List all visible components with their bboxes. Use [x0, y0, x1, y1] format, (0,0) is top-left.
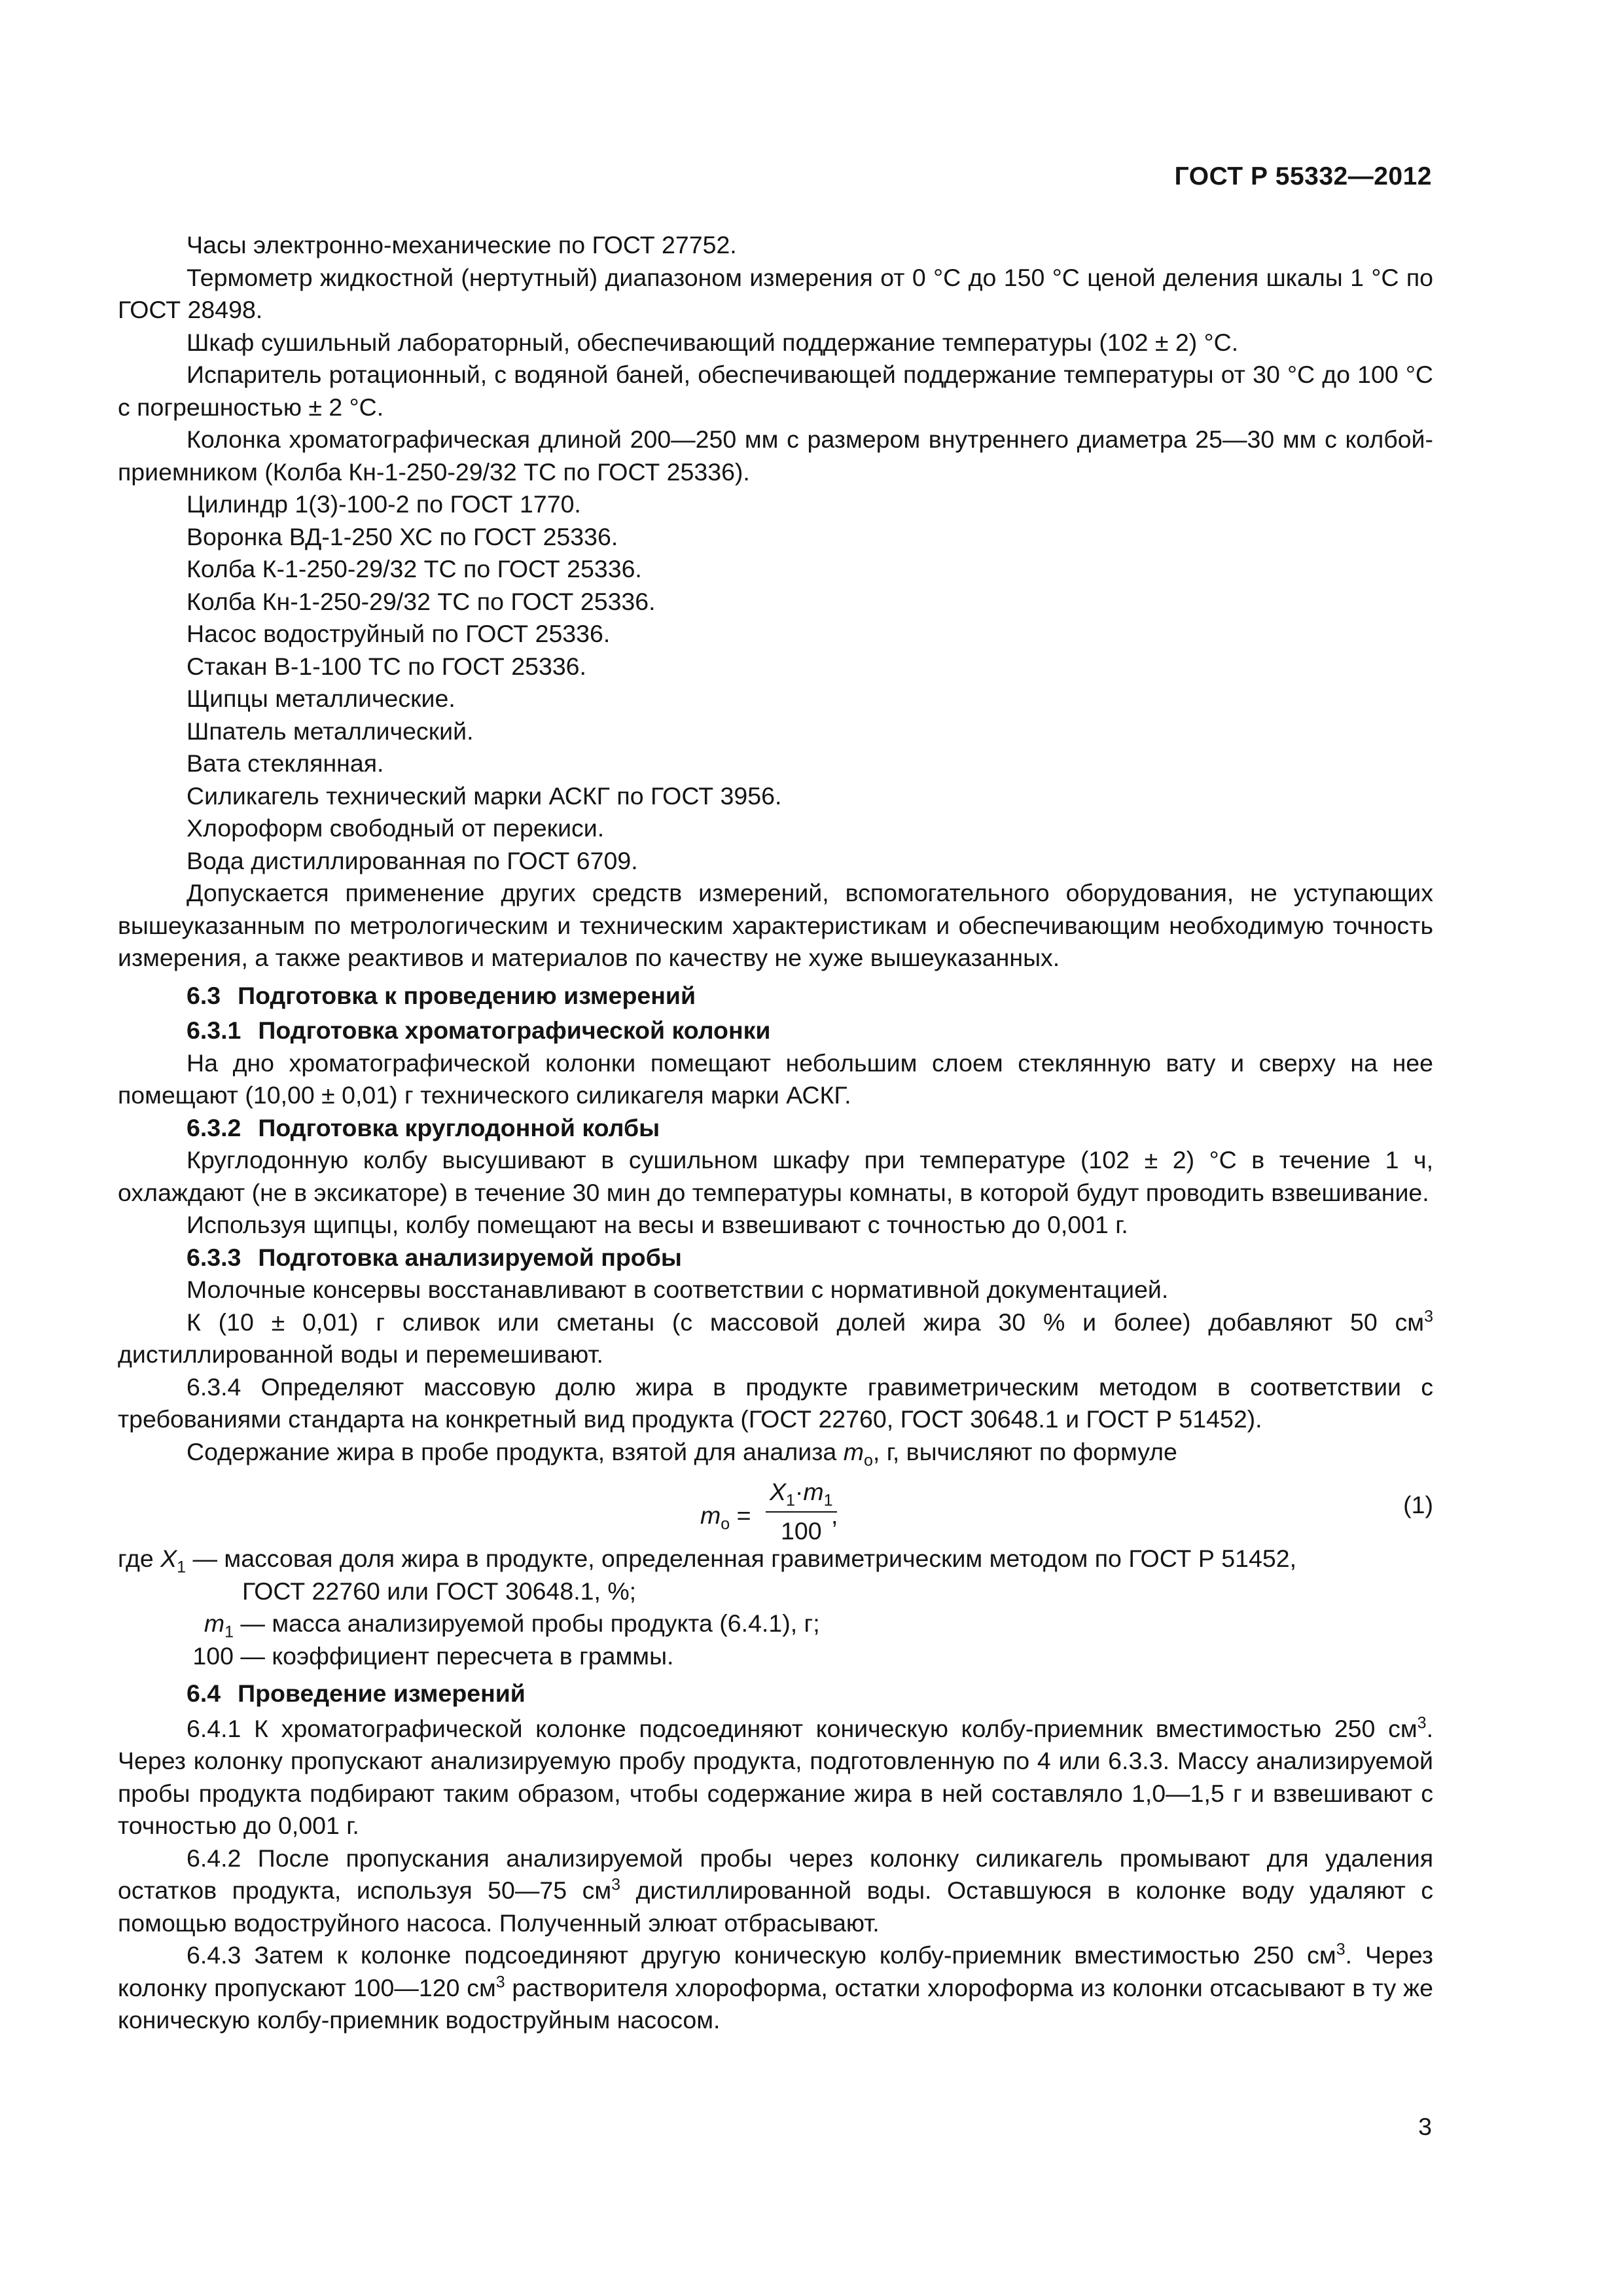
equipment-item: Насос водоструйный по ГОСТ 25336.	[187, 620, 611, 647]
legend-lead: где	[118, 1545, 161, 1572]
text-run: растворителя хлороформа, остатки хлороформа из колонки отсасывают в ту же коническую колбу-приемник водоструйным насосом.	[118, 1973, 1433, 2034]
section-6-3-2-paragraph: Используя щипцы, колбу помещают на весы и взвешивают с точностью до 0,001 г.	[187, 1211, 1128, 1238]
section-title: Подготовка анализируемой пробы	[258, 1243, 682, 1271]
equipment-item: Щипцы металлические.	[187, 685, 455, 712]
equipment-item: Колба Кн-1-250-29/32 ТС по ГОСТ 25336.	[187, 587, 656, 615]
fraction-numerator	[766, 1476, 837, 1513]
subscript: 1	[786, 1491, 795, 1510]
legend-row	[118, 1543, 1433, 1575]
section-number: 6.3.2	[187, 1113, 241, 1141]
section-title: Проведение измерений	[238, 1679, 526, 1707]
equipment-item: Колба К-1-250-29/32 ТС по ГОСТ 25336.	[187, 555, 642, 583]
multiply-sign: ·	[794, 1478, 804, 1505]
section-6-4-3-paragraph	[118, 1939, 1433, 2037]
formula-symbol: m	[204, 1609, 225, 1637]
formula-symbol: X	[160, 1545, 177, 1572]
equipment-item: Термометр жидкостной (нертутный) диапазоном измерения от 0 °С до 150 °С ценой деления шкалы 1 °С по ГОСТ 28498.	[118, 263, 1433, 323]
legend-description: — коэффициент пересчета в граммы.	[234, 1641, 674, 1670]
subscript: 1	[177, 1558, 187, 1577]
superscript: 3	[1336, 1940, 1346, 1959]
formula-symbol: m	[700, 1501, 721, 1529]
equipment-item: Стакан В-1-100 ТС по ГОСТ 25336.	[187, 652, 586, 680]
text-run: дистиллированной воды и перемешивают.	[118, 1340, 603, 1368]
equipment-item: Шкаф сушильный лабораторный, обеспечивающий поддержание температуры (102 ± 2) °С.	[187, 328, 1239, 356]
section-6-3-3-paragraph	[118, 1306, 1433, 1371]
legend-symbol: 100	[192, 1641, 234, 1670]
section-6-4-heading	[118, 1677, 1433, 1710]
equipment-item: Хлороформ свободный от перекиси.	[187, 814, 605, 842]
equipment-note: Допускается применение других средств измерений, вспомогательного оборудования, не уступающих вышеуказанным по метрологическим и техническим характеристикам и обеспечивающим необходимую точность измерения, а также реактивов и материалов по качеству не хуже вышеуказанных.	[118, 879, 1433, 971]
formula-symbol: m	[843, 1437, 864, 1465]
section-6-3-1-heading	[118, 1014, 1433, 1047]
superscript: 3	[1417, 1713, 1427, 1732]
section-6-3-1-text: На дно хроматографической колонки помещают небольшим слоем стеклянную вату и сверху на нее помещают (10,00 ± 0,01) г технического силикагеля марки АСКГ.	[118, 1049, 1433, 1109]
equipment-item: Силикагель технический марки АСКГ по ГОСТ 3956.	[187, 781, 782, 810]
legend-description: — масса анализируемой пробы продукта (6.4.1), г;	[234, 1609, 820, 1637]
text-run: 6.4.3 Затем к колонке подсоединяют другую коническую колбу-приемник вместимостью 250 см	[187, 1941, 1336, 1969]
formula-fraction	[766, 1476, 837, 1547]
section-number: 6.3.3	[187, 1243, 241, 1271]
legend-row	[118, 1640, 1433, 1673]
equipment-item: Вода дистиллированная по ГОСТ 6709.	[187, 846, 638, 874]
text-run: 6.4.2 После пропускания анализируемой пробы через колонку силикагель промывают для удаления остатков продукта, используя 50—75 см	[118, 1844, 1433, 1904]
text-run: К (10 ± 0,01) г сливок или сметаны (с массовой долей жира 30 % и более) добавляют 50 см	[187, 1308, 1425, 1336]
page-number: 3	[1418, 2113, 1432, 2140]
equipment-item: Часы электронно-механические по ГОСТ 27752.	[187, 231, 737, 259]
equipment-item: Вата стеклянная.	[187, 749, 384, 777]
section-6-3-2-heading	[118, 1112, 1433, 1145]
section-number: 6.3	[187, 981, 221, 1009]
document-code-header: ГОСТ Р 55332—2012	[1174, 162, 1432, 190]
section-6-4-2-paragraph	[118, 1842, 1433, 1940]
equipment-item: Колонка хроматографическая длиной 200—250 мм с размером внутреннего диаметра 25—30 мм с колбой-приемником (Колба Кн-1-250-29/32 ТС по ГОСТ 25336).	[118, 425, 1433, 486]
legend-description: — массовая доля жира в продукте, определенная гравиметрическим методом по ГОСТ Р 51452,	[186, 1545, 1296, 1572]
subscript: о	[721, 1515, 730, 1534]
text-run: 6.4.1 К хроматографической колонке подсоединяют коническую колбу-приемник вместимостью 250 см	[187, 1714, 1418, 1742]
text-run: , г, вычисляют по формуле	[872, 1437, 1177, 1465]
section-title: Подготовка к проведению измерений	[238, 981, 696, 1009]
formula-symbol: m	[803, 1478, 824, 1505]
subscript: 1	[823, 1491, 833, 1510]
legend-symbol	[118, 1607, 234, 1640]
text-run: . Через колонку пропускают анализируемую пробу продукта, подготовленную по 4 или 6.3.3. Массу анализируемой пробы продукта подбирают таким образом, чтобы содержание жира в ней составляло 1,0—1,5 г и взвешивают с точностью до 0,001 г.	[118, 1714, 1433, 1839]
equals-sign: =	[730, 1501, 751, 1529]
superscript: 3	[611, 1875, 621, 1894]
legend-row	[118, 1607, 1433, 1640]
section-6-3-2-paragraph: Круглодонную колбу высушивают в сушильном шкафу при температуре (102 ± 2) °С в течение 1 ч, охлаждают (не в эксикаторе) в течение 30 мин до температуры комнаты, в которой будут проводить взвешивание.	[118, 1146, 1433, 1206]
text-run: Содержание жира в пробе продукта, взятой для анализа	[187, 1437, 844, 1465]
formula-lhs	[700, 1499, 751, 1532]
section-title: Подготовка хроматографической колонки	[258, 1016, 771, 1044]
section-title: Подготовка круглодонной колбы	[258, 1113, 660, 1141]
equipment-item: Цилиндр 1(3)-100-2 по ГОСТ 1770.	[187, 490, 581, 518]
section-number: 6.3.1	[187, 1016, 241, 1044]
formula-intro	[118, 1436, 1433, 1469]
fraction-denominator: 100	[781, 1516, 822, 1545]
document-body	[118, 229, 1433, 2037]
section-6-3-4-paragraph: 6.3.4 Определяют массовую долю жира в продукте гравиметрическим методом в соответствии с требованиями стандарта на конкретный вид продукта (ГОСТ 22760, ГОСТ 30648.1 и ГОСТ Р 51452).	[118, 1372, 1433, 1433]
equipment-item: Испаритель ротационный, с водяной баней, обеспечивающей поддержание температуры от 30 °С до 100 °С с погрешностью ± 2 °С.	[118, 361, 1433, 421]
section-6-3-3-paragraph: Молочные консервы восстанавливают в соответствии с нормативной документацией.	[187, 1276, 1169, 1303]
legend-row-continuation: ГОСТ 22760 или ГОСТ 30648.1, %;	[242, 1577, 637, 1605]
superscript: 3	[1424, 1307, 1433, 1325]
superscript: 3	[495, 1973, 505, 1991]
equipment-item: Шпатель металлический.	[187, 717, 474, 745]
text-run: дистиллированной воды. Оставшуюся в колонке воду удаляют с помощью водоструйного насоса. Полученный элюат отбрасывают.	[118, 1876, 1433, 1937]
section-6-3-3-heading	[118, 1242, 1433, 1274]
formula-symbol: X	[770, 1478, 787, 1505]
formula-legend	[118, 1543, 1433, 1672]
subscript: 1	[224, 1623, 234, 1641]
formula-comma: ,	[831, 1501, 838, 1529]
section-6-3-heading	[118, 980, 1433, 1013]
section-6-4-1-paragraph	[118, 1713, 1433, 1842]
section-number: 6.4	[187, 1679, 221, 1707]
equation-number: (1)	[1403, 1491, 1433, 1518]
text-run: . Через колонку пропускают 100—120 см	[118, 1941, 1433, 2001]
subscript: о	[863, 1451, 873, 1469]
equipment-item: Воронка ВД-1-250 ХС по ГОСТ 25336.	[187, 522, 618, 550]
formula-1	[118, 1472, 1433, 1545]
